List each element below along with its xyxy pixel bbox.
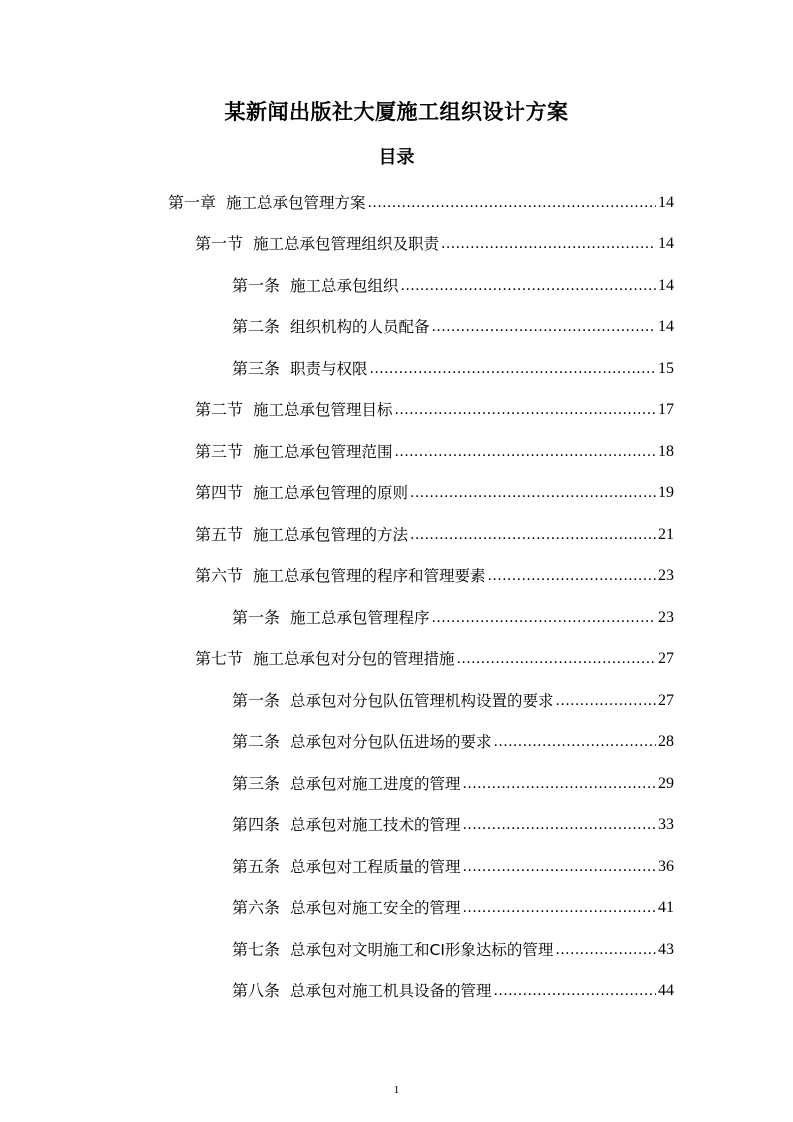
toc-entry-number: 第三条 xyxy=(232,358,281,378)
toc-entry[interactable] xyxy=(0,805,793,847)
toc-dot-leader xyxy=(370,359,656,379)
toc-entry-number: 第一章 xyxy=(168,192,217,212)
toc-entry-title: 组织机构的人员配备 xyxy=(290,318,430,337)
toc-entry-number: 第八条 xyxy=(232,981,281,1001)
toc-entry-number: 第一节 xyxy=(195,234,244,254)
toc-entry-page: 43 xyxy=(658,940,674,958)
toc-dot-leader xyxy=(463,898,656,918)
page-number: 1 xyxy=(393,1084,400,1096)
toc-entry-number: 第六节 xyxy=(195,566,244,586)
toc-entry-number: 第一条 xyxy=(232,275,281,295)
toc-dot-leader xyxy=(463,857,656,877)
toc-entry-title: 施工总承包管理程序 xyxy=(290,608,430,627)
toc-entry-page: 27 xyxy=(658,691,674,709)
toc-entry-title: 施工总承包管理的程序和管理要素 xyxy=(253,567,486,586)
toc-entry-number: 第二条 xyxy=(232,732,281,752)
toc-entry-page: 23 xyxy=(658,608,674,626)
toc-entry-page: 28 xyxy=(658,733,674,751)
toc-entry-title: 施工总承包对分包的管理措施 xyxy=(253,650,455,669)
toc-entry-number: 第七条 xyxy=(232,939,281,959)
toc-entry-number: 第五条 xyxy=(232,856,281,876)
toc-dot-leader xyxy=(441,234,656,254)
toc-entry[interactable] xyxy=(0,556,793,598)
toc-entry-page: 23 xyxy=(658,567,674,585)
toc-entry-number: 第四节 xyxy=(195,483,244,503)
toc-entry-page: 21 xyxy=(658,525,674,543)
toc-entry-title: 总承包对施工进度的管理 xyxy=(290,774,461,793)
toc-dot-leader xyxy=(457,649,656,669)
toc-entry-page: 19 xyxy=(658,484,674,502)
toc-entry-page: 18 xyxy=(658,442,674,460)
toc-entry-number: 第四条 xyxy=(232,815,281,835)
toc-entry[interactable] xyxy=(0,390,793,432)
toc-dot-leader xyxy=(463,815,656,835)
toc-dot-leader xyxy=(432,317,656,337)
toc-entry-page: 15 xyxy=(658,359,674,377)
toc-entry-title: 施工总承包管理范围 xyxy=(253,442,393,461)
toc-entry-page: 14 xyxy=(658,318,674,336)
toc-entry-title: 施工总承包管理组织及职责 xyxy=(253,235,440,254)
toc-entry-title: 施工总承包组织 xyxy=(290,276,399,295)
toc-entry-page: 29 xyxy=(658,774,674,792)
toc-entry-title: 总承包对施工机具设备的管理 xyxy=(290,982,492,1001)
toc-dot-leader xyxy=(410,483,656,503)
toc-entry[interactable] xyxy=(0,929,793,971)
toc-entry-page: 14 xyxy=(658,235,674,253)
toc-entry-title: 施工总承包管理的方法 xyxy=(253,525,409,544)
toc-dot-leader xyxy=(555,940,656,960)
toc-entry[interactable] xyxy=(0,182,793,224)
toc-entry-number: 第七节 xyxy=(195,649,244,669)
toc-entry[interactable] xyxy=(0,348,793,390)
toc-entry-title: 总承包对分包队伍进场的要求 xyxy=(290,733,492,752)
toc-entry[interactable] xyxy=(0,846,793,888)
toc-entry[interactable] xyxy=(0,514,793,556)
toc-dot-leader xyxy=(494,732,656,752)
toc-entry[interactable] xyxy=(0,431,793,473)
toc-entry-title: 总承包对施工技术的管理 xyxy=(290,816,461,835)
toc-entry[interactable] xyxy=(0,971,793,1013)
toc-entry-number: 第五节 xyxy=(195,524,244,544)
toc-entry-number: 第一条 xyxy=(232,690,281,710)
toc-dot-leader xyxy=(410,525,656,545)
toc-entry-page: 36 xyxy=(658,857,674,875)
table-of-contents xyxy=(0,182,793,1012)
toc-entry-title: 总承包对施工安全的管理 xyxy=(290,899,461,918)
toc-entry-title: 总承包对工程质量的管理 xyxy=(290,857,461,876)
toc-entry[interactable] xyxy=(0,639,793,681)
toc-entry-title: 施工总承包管理目标 xyxy=(253,401,393,420)
toc-entry-title: 总承包对文明施工和CI形象达标的管理 xyxy=(290,940,554,959)
toc-dot-leader xyxy=(395,400,656,420)
document-title: 某新闻出版社大厦施工组织设计方案 xyxy=(224,100,569,124)
toc-entry[interactable] xyxy=(0,888,793,930)
toc-entry-title: 总承包对分包队伍管理机构设置的要求 xyxy=(290,691,554,710)
toc-entry[interactable] xyxy=(0,763,793,805)
toc-entry-page: 27 xyxy=(658,650,674,668)
toc-entry-number: 第二条 xyxy=(232,317,281,337)
toc-entry[interactable] xyxy=(0,722,793,764)
toc-entry-page: 14 xyxy=(658,193,674,211)
toc-entry-page: 44 xyxy=(658,982,674,1000)
toc-entry-number: 第一条 xyxy=(232,607,281,627)
toc-entry-number: 第二节 xyxy=(195,400,244,420)
toc-entry-page: 33 xyxy=(658,816,674,834)
toc-entry[interactable] xyxy=(0,307,793,349)
toc-dot-leader xyxy=(463,774,656,794)
toc-dot-leader xyxy=(401,276,656,296)
toc-entry-title: 职责与权限 xyxy=(290,359,368,378)
toc-entry[interactable] xyxy=(0,680,793,722)
toc-dot-leader xyxy=(395,442,656,462)
toc-heading: 目录 xyxy=(378,147,415,168)
toc-dot-leader xyxy=(368,193,656,213)
toc-entry-page: 41 xyxy=(658,899,674,917)
toc-entry-number: 第六条 xyxy=(232,898,281,918)
toc-entry[interactable] xyxy=(0,473,793,515)
toc-entry-page: 14 xyxy=(658,276,674,294)
toc-dot-leader xyxy=(488,566,656,586)
toc-entry-title: 施工总承包管理的原则 xyxy=(253,484,409,503)
toc-entry[interactable] xyxy=(0,265,793,307)
toc-entry-page: 17 xyxy=(658,401,674,419)
toc-entry-title: 施工总承包管理方案 xyxy=(226,193,366,212)
toc-entry-number: 第三条 xyxy=(232,773,281,793)
toc-dot-leader xyxy=(494,981,656,1001)
toc-entry[interactable] xyxy=(0,597,793,639)
toc-dot-leader xyxy=(432,608,656,628)
toc-entry-number: 第三节 xyxy=(195,441,244,461)
toc-entry[interactable] xyxy=(0,224,793,266)
toc-dot-leader xyxy=(556,691,656,711)
